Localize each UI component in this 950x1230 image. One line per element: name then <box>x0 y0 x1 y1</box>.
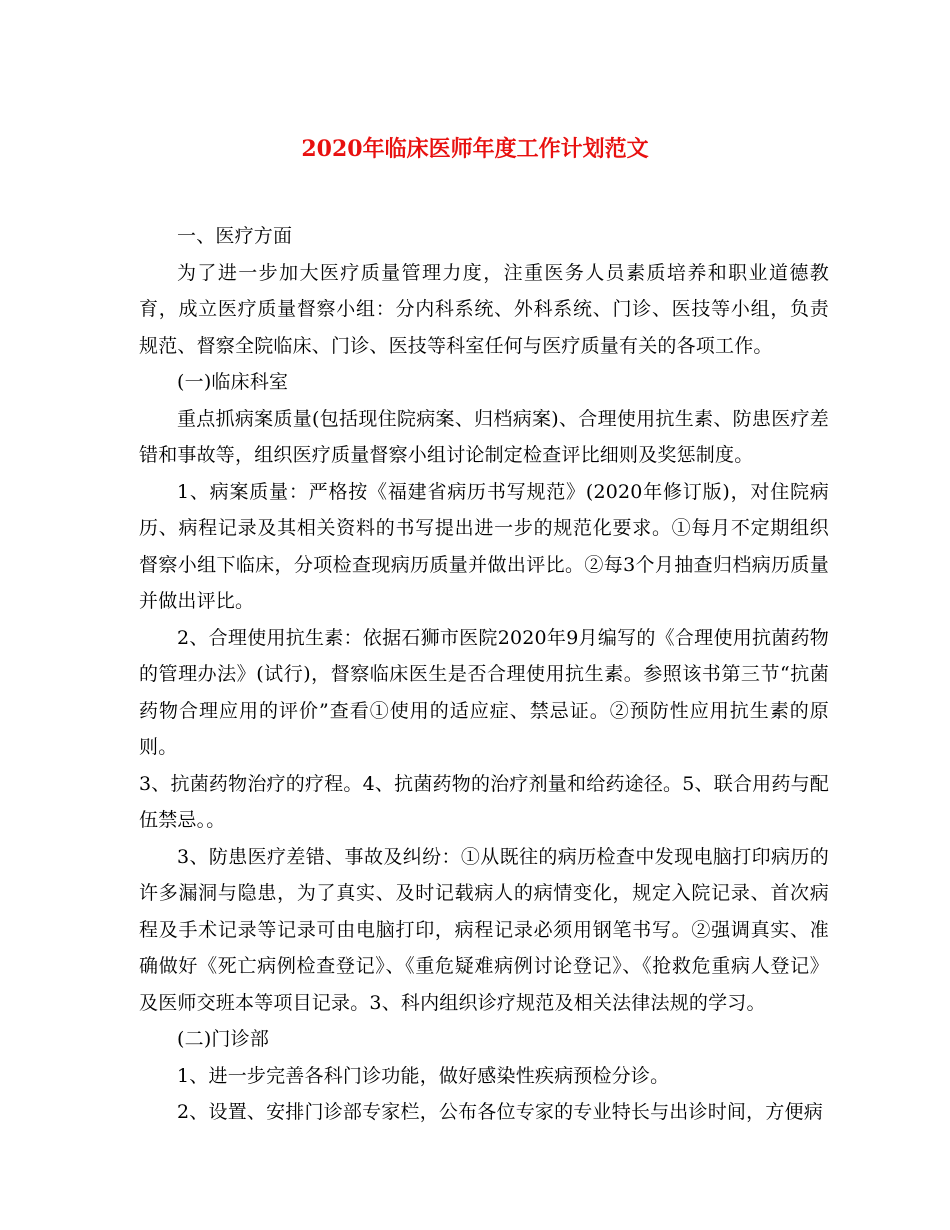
subsection-heading-outpatient: (二)门诊部 <box>177 1028 270 1050</box>
document-body <box>139 218 829 1131</box>
paragraph-clinical-focus: 重点抓病案质量(包括现住院病案、归档病案)、合理使用抗生素、防患医疗差错和事故等，组织医疗质量督察小组讨论制定检查评比细则及奖惩制度。 <box>139 407 829 466</box>
paragraph-error-prevention: 3、防患医疗差错、事故及纠纷：①从既往的病历检查中发现电脑打印病历的许多漏洞与隐患，为了真实、及时记载病人的病情变化，规定入院记录、首次病程及手术记录等记录可由电脑打印，病程记录必须用钢笔书写。②强调真实、准确做好《死亡病例检查登记》、《重危疑难病例讨论登记》、《抢救危重病人登记》及医师交班本等项目记录。3、科内组织诊疗规范及相关法律法规的学习。 <box>139 845 829 1014</box>
paragraph-case-quality: 1、病案质量：严格按《福建省病历书写规范》(2020年修订版)，对住院病历、病程记录及其相关资料的书写提出进一步的规范化要求。①每月不定期组织督察小组下临床，分项检查现病历质量并做出评比。②每3个月抽查归档病历质量并做出评比。 <box>139 480 829 612</box>
paragraph-antibiotics-continued: 3、抗菌药物治疗的疗程。4、抗菌药物的治疗剂量和给药途径。5、联合用药与配伍禁忌。。 <box>139 772 829 831</box>
subsection-heading-clinical: (一)临床科室 <box>177 371 289 393</box>
paragraph-antibiotics: 2、合理使用抗生素：依据石狮市医院2020年9月编写的《合理使用抗菌药物的管理办法》(试行)，督察临床医生是否合理使用抗生素。参照该书第三节“抗菌药物合理应用的评价”查看①使用的适应症、禁忌证。②预防性应用抗生素的原则。 <box>139 626 829 758</box>
section-heading-medical: 一、医疗方面 <box>177 225 293 247</box>
paragraph-outpatient-1: 1、进一步完善各科门诊功能，做好感染性疾病预检分诊。 <box>177 1064 670 1087</box>
paragraph-quality-supervision: 为了进一步加大医疗质量管理力度，注重医务人员素质培养和职业道德教育，成立医疗质量督察小组：分内科系统、外科系统、门诊、医技等小组，负责规范、督察全院临床、门诊、医技等科室任何与医疗质量有关的各项工作。 <box>139 261 829 357</box>
document-title: 2020年临床医师年度工作计划范文 <box>301 136 649 162</box>
paragraph-outpatient-2: 2、设置、安排门诊部专家栏，公布各位专家的专业特长与出诊时间，方便病 <box>177 1101 823 1123</box>
